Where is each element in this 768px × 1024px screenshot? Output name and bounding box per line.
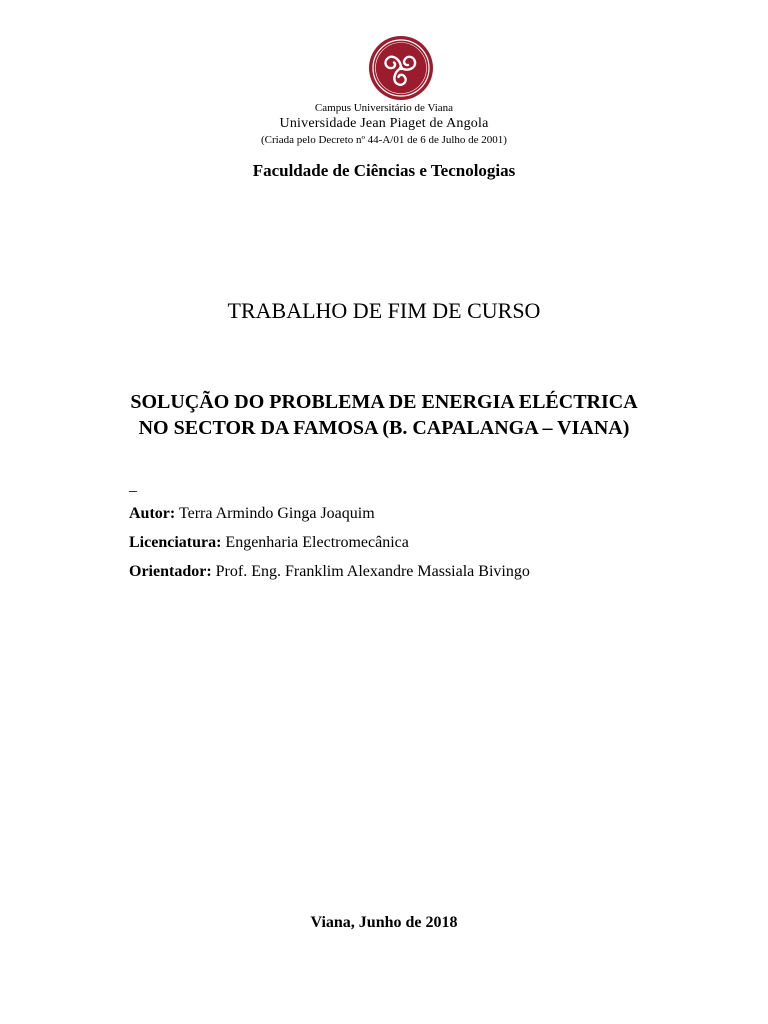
author-line (129, 504, 375, 524)
thesis-title-line-2: NO SECTOR DA FAMOSA (B. CAPALANGA – VIANA) (138, 417, 630, 439)
degree-line (129, 533, 409, 553)
place-and-date: Viana, Junho de 2018 (310, 914, 458, 931)
advisor-label: Orientador: (129, 563, 212, 580)
author-value: Terra Armindo Ginga Joaquim (178, 505, 375, 522)
faculty-name: Faculdade de Ciências e Tecnologias (252, 161, 516, 180)
university-name: Universidade Jean Piaget de Angola (279, 116, 489, 131)
thesis-title-line-1: SOLUÇÃO DO PROBLEMA DE ENERGIA ELÉCTRICA (130, 391, 638, 413)
university-logo (367, 34, 435, 102)
degree-value: Engenharia Electromecânica (225, 534, 409, 551)
advisor-line (129, 562, 530, 582)
separator-mark: _ (129, 477, 137, 494)
document-type: TRABALHO DE FIM DE CURSO (227, 298, 541, 323)
triskelion-seal-icon (367, 34, 435, 102)
advisor-value: Prof. Eng. Franklim Alexandre Massiala Bivingo (215, 563, 530, 580)
founding-decree: (Criada pelo Decreto nº 44-A/01 de 6 de Julho de 2001) (261, 134, 507, 146)
author-label: Autor: (129, 505, 176, 522)
campus-name: Campus Universitário de Viana (314, 102, 454, 114)
degree-label: Licenciatura: (129, 534, 222, 551)
